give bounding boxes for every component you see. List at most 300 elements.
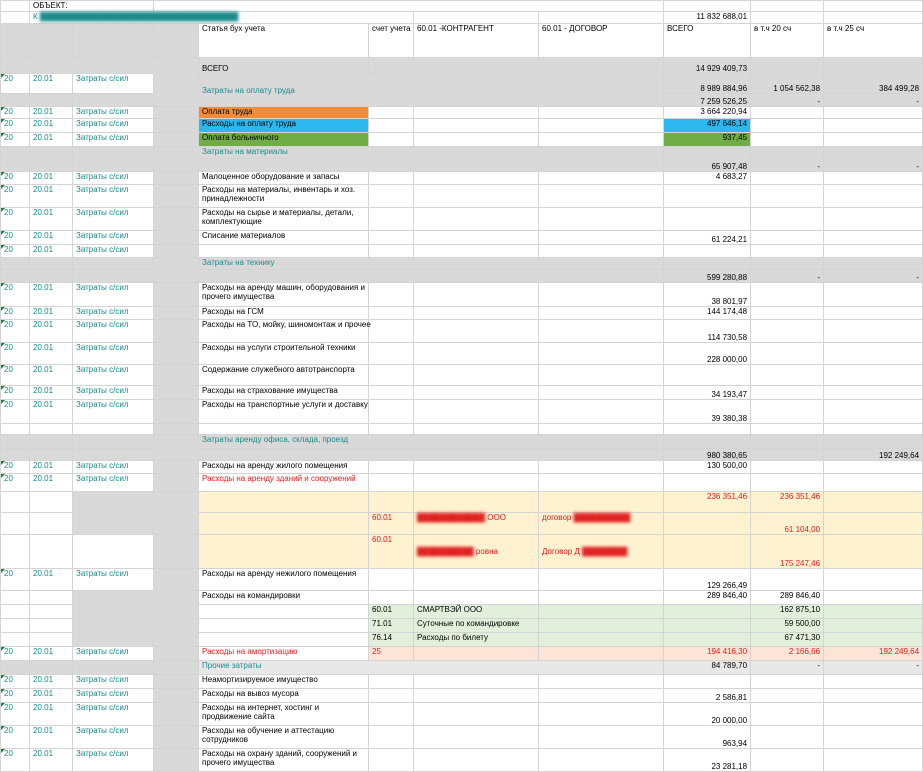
cell-c1[interactable]: 20	[1, 208, 30, 231]
cell-c3[interactable]: Затраты с/сил	[73, 726, 154, 749]
row-label[interactable]: Расходы на оплату труда	[199, 119, 369, 133]
cell[interactable]	[30, 619, 73, 633]
cell[interactable]	[154, 689, 199, 703]
cell[interactable]	[539, 12, 664, 24]
row-total[interactable]: 130 500,00	[664, 461, 751, 474]
cell-c3[interactable]: Затраты с/сил	[73, 365, 154, 386]
section-materials-title[interactable]: Затраты на материалы	[199, 147, 664, 159]
cell[interactable]	[414, 245, 539, 258]
cell-c2[interactable]: 20.01	[30, 208, 73, 231]
cell-c3[interactable]: Затраты с/сил	[73, 74, 154, 94]
cell[interactable]	[414, 343, 539, 365]
cell[interactable]	[369, 231, 414, 245]
total-label[interactable]: ВСЕГО	[199, 58, 369, 74]
cell[interactable]	[154, 24, 199, 58]
cell[interactable]	[73, 94, 154, 107]
row-total[interactable]: 38 801,97	[664, 283, 751, 307]
cell[interactable]	[414, 424, 539, 435]
row-label[interactable]: Расходы на услуги строительной техники	[199, 343, 369, 365]
cell[interactable]	[824, 343, 923, 365]
cell-c1[interactable]: 20	[1, 474, 30, 492]
cell[interactable]	[30, 591, 73, 605]
cell[interactable]	[751, 449, 824, 461]
row-total[interactable]: 144 174,48	[664, 307, 751, 320]
cell[interactable]	[664, 633, 751, 647]
row-label[interactable]: Расходы на аренду жилого помещения	[199, 461, 369, 474]
cell[interactable]	[824, 320, 923, 343]
cell[interactable]	[414, 492, 539, 513]
cell[interactable]	[664, 605, 751, 619]
cell[interactable]	[369, 675, 414, 689]
col-header-contractor[interactable]: 60.01 -КОНТРАГЕНТ	[414, 24, 539, 58]
cell[interactable]	[664, 535, 751, 569]
cell[interactable]	[824, 703, 923, 726]
cell[interactable]	[30, 449, 73, 461]
cell[interactable]	[414, 726, 539, 749]
cell[interactable]	[414, 119, 539, 133]
cell[interactable]	[1, 12, 30, 24]
cell[interactable]	[824, 386, 923, 400]
row-v25[interactable]: 192 249,64	[824, 647, 923, 661]
cell[interactable]	[1, 661, 30, 675]
cell[interactable]	[30, 661, 73, 675]
row-total[interactable]: 228 000,00	[664, 343, 751, 365]
cell[interactable]	[414, 461, 539, 474]
row-label[interactable]: Расходы на сырье и материалы, детали, комплектующие	[199, 208, 369, 231]
cell[interactable]	[824, 107, 923, 119]
cell[interactable]	[1, 24, 30, 58]
cell-c3[interactable]: Затраты с/сил	[73, 647, 154, 661]
cell[interactable]	[539, 245, 664, 258]
cell[interactable]	[414, 133, 539, 147]
cell-c2[interactable]: 20.01	[30, 386, 73, 400]
cell[interactable]	[1, 435, 30, 449]
row-v20[interactable]: 175 247,46	[751, 535, 824, 569]
col-header-total[interactable]: ВСЕГО	[664, 24, 751, 58]
cell[interactable]	[824, 492, 923, 513]
cell[interactable]	[154, 461, 199, 474]
cell[interactable]	[369, 461, 414, 474]
row-account[interactable]: 71.01	[369, 619, 414, 633]
row-total[interactable]: 4 683,27	[664, 172, 751, 185]
cell[interactable]	[154, 1, 664, 12]
cell-c1[interactable]: 20	[1, 703, 30, 726]
cell[interactable]	[154, 74, 199, 107]
row-label[interactable]: Неамортизируемое имущество	[199, 675, 369, 689]
cell[interactable]	[751, 400, 824, 424]
cell[interactable]	[30, 605, 73, 619]
cell[interactable]	[73, 591, 154, 647]
cell-c2[interactable]: 20.01	[30, 647, 73, 661]
cell[interactable]	[824, 591, 923, 605]
cell[interactable]	[664, 619, 751, 633]
cell[interactable]	[414, 569, 539, 591]
cell[interactable]	[154, 749, 199, 772]
cell-c1[interactable]: 20	[1, 320, 30, 343]
cell-c1[interactable]: 20	[1, 119, 30, 133]
cell[interactable]	[154, 343, 199, 365]
cell[interactable]	[199, 449, 664, 461]
cell[interactable]	[154, 647, 199, 661]
cell[interactable]	[664, 365, 751, 386]
cell[interactable]	[414, 185, 539, 208]
cell[interactable]	[1, 449, 30, 461]
cell[interactable]	[751, 703, 824, 726]
cell-c2[interactable]: 20.01	[30, 703, 73, 726]
cell-c2[interactable]: 20.01	[30, 320, 73, 343]
cell[interactable]	[539, 591, 664, 605]
row-v20[interactable]: 67 471,30	[751, 633, 824, 647]
cell-c2[interactable]: 20.01	[30, 74, 73, 94]
row-label[interactable]: Расходы на ТО, мойку, шиномонтаж и прочее	[199, 320, 369, 343]
dash[interactable]: -	[751, 270, 824, 283]
cell[interactable]	[539, 320, 664, 343]
cell[interactable]	[369, 343, 414, 365]
cell[interactable]	[824, 675, 923, 689]
cell[interactable]	[824, 185, 923, 208]
cell-c3[interactable]: Затраты с/сил	[73, 208, 154, 231]
cell[interactable]	[539, 400, 664, 424]
section-labor-v1[interactable]: 8 989 884,96	[664, 74, 751, 94]
cell[interactable]	[751, 119, 824, 133]
cell-c3[interactable]: Затраты с/сил	[73, 283, 154, 307]
cell[interactable]	[824, 513, 923, 535]
col-header-account[interactable]: счет учета	[369, 24, 414, 58]
contractor[interactable]: ████████████ ООО	[414, 513, 539, 535]
section-labor-v2[interactable]: 1 054 562,38	[751, 74, 824, 94]
cell[interactable]	[154, 185, 199, 208]
row-account[interactable]: 76.14	[369, 633, 414, 647]
cell[interactable]	[824, 605, 923, 619]
cell[interactable]	[664, 147, 751, 159]
cell[interactable]	[414, 689, 539, 703]
cell[interactable]	[824, 633, 923, 647]
cell[interactable]	[369, 58, 664, 74]
cell[interactable]	[824, 569, 923, 591]
cell[interactable]	[539, 185, 664, 208]
section-materials-total[interactable]: 65 907,48	[664, 159, 751, 172]
row-label[interactable]: Расходы на интернет, хостинг и продвижение сайта	[199, 703, 369, 726]
cell-c3[interactable]: Затраты с/сил	[73, 675, 154, 689]
section-labor-title[interactable]: Затраты на оплату труда	[199, 74, 664, 107]
cell[interactable]	[1, 619, 30, 633]
row-v20[interactable]: 2 166,66	[751, 647, 824, 661]
cell[interactable]	[73, 24, 154, 58]
cell[interactable]	[414, 365, 539, 386]
cell[interactable]	[154, 400, 199, 424]
cell[interactable]	[1, 424, 30, 435]
cell[interactable]	[414, 386, 539, 400]
cell[interactable]	[539, 689, 664, 703]
cell-c3[interactable]: Затраты с/сил	[73, 172, 154, 185]
cell[interactable]	[824, 133, 923, 147]
cell[interactable]	[73, 449, 154, 461]
cell-c3[interactable]: Затраты с/сил	[73, 133, 154, 147]
cell[interactable]	[199, 245, 369, 258]
cell-c3[interactable]: Затраты с/сил	[73, 231, 154, 245]
cell[interactable]	[369, 591, 414, 605]
row-label[interactable]: Расходы на командировки	[199, 591, 369, 605]
cell[interactable]	[369, 320, 414, 343]
cell-c1[interactable]: 20	[1, 133, 30, 147]
cell[interactable]	[199, 492, 369, 513]
cell[interactable]	[751, 1, 824, 12]
cell[interactable]	[199, 633, 369, 647]
cell-c3[interactable]: Затраты с/сил	[73, 119, 154, 133]
cell[interactable]	[539, 492, 664, 513]
cell-c1[interactable]: 20	[1, 400, 30, 424]
cell[interactable]	[1, 605, 30, 619]
section-rent-v25[interactable]: 192 249,64	[824, 449, 923, 461]
contract[interactable]: договор ██████████	[539, 513, 664, 535]
row-account[interactable]: 25	[369, 647, 414, 661]
cell-c2[interactable]: 20.01	[30, 749, 73, 772]
section-rent-title[interactable]: Затраты аренду офиса, склада, проезд	[199, 435, 664, 449]
cell-c2[interactable]: 20.01	[30, 107, 73, 119]
cell[interactable]	[369, 283, 414, 307]
total-value[interactable]: 14 929 409,73	[664, 58, 751, 74]
cell[interactable]	[414, 208, 539, 231]
cell[interactable]	[414, 12, 539, 24]
cell-c3[interactable]: Затраты с/сил	[73, 400, 154, 424]
row-label[interactable]: Расходы на транспортные услуги и доставку	[199, 400, 369, 424]
cell-c3[interactable]: Затраты с/сил	[73, 461, 154, 474]
cell[interactable]	[414, 474, 539, 492]
cell[interactable]	[751, 245, 824, 258]
cell[interactable]	[751, 461, 824, 474]
cell[interactable]	[751, 749, 824, 772]
section-rent-total[interactable]: 980 380,65	[664, 449, 751, 461]
row-total[interactable]: 34 193,47	[664, 386, 751, 400]
cell[interactable]	[539, 208, 664, 231]
cell[interactable]	[751, 172, 824, 185]
cell[interactable]	[414, 647, 539, 661]
col-header-20[interactable]: в т.ч 20 сч	[751, 24, 824, 58]
cell-c2[interactable]: 20.01	[30, 343, 73, 365]
row-v20[interactable]: 61 104,00	[751, 513, 824, 535]
cell[interactable]	[199, 619, 369, 633]
cell[interactable]	[369, 749, 414, 772]
cell-c3[interactable]: Затраты с/сил	[73, 343, 154, 365]
cell[interactable]	[751, 569, 824, 591]
cell[interactable]	[154, 661, 199, 675]
cell[interactable]	[30, 633, 73, 647]
cell[interactable]	[824, 12, 923, 24]
cell[interactable]	[539, 133, 664, 147]
section-other-total[interactable]: 84 789,70	[664, 661, 751, 675]
cell[interactable]	[30, 270, 73, 283]
cell-c3[interactable]: Затраты с/сил	[73, 245, 154, 258]
cell-c2[interactable]: 20.01	[30, 185, 73, 208]
cell[interactable]	[664, 208, 751, 231]
cell[interactable]	[154, 365, 199, 386]
cell[interactable]	[1, 1, 30, 12]
dash[interactable]: -	[824, 270, 923, 283]
cell[interactable]	[539, 172, 664, 185]
section-labor-sub[interactable]: 7 259 526,25	[664, 94, 751, 107]
cell[interactable]	[369, 119, 414, 133]
section-other-title[interactable]: Прочие затраты	[199, 661, 664, 675]
cell-c1[interactable]: 20	[1, 74, 30, 94]
cell[interactable]	[751, 58, 824, 74]
cell-c3[interactable]: Затраты с/сил	[73, 703, 154, 726]
cell[interactable]	[751, 258, 824, 270]
row-v20[interactable]: 236 351,46	[751, 492, 824, 513]
cell[interactable]	[824, 689, 923, 703]
cell-c3[interactable]: Затраты с/сил	[73, 474, 154, 492]
cell[interactable]	[30, 94, 73, 107]
cell[interactable]	[154, 119, 199, 133]
cell[interactable]	[30, 435, 73, 449]
cell[interactable]	[73, 258, 154, 270]
cell[interactable]	[824, 474, 923, 492]
row-label[interactable]: Расходы на ГСМ	[199, 307, 369, 320]
cell[interactable]	[539, 283, 664, 307]
cell[interactable]	[1, 633, 30, 647]
dash[interactable]: -	[751, 94, 824, 107]
cell-c2[interactable]: 20.01	[30, 365, 73, 386]
cell[interactable]	[751, 343, 824, 365]
cell[interactable]	[751, 320, 824, 343]
cell-c3[interactable]: Затраты с/сил	[73, 185, 154, 208]
row-label[interactable]: Списание материалов	[199, 231, 369, 245]
row-total[interactable]: 236 351,46	[664, 492, 751, 513]
cell[interactable]	[539, 365, 664, 386]
cell[interactable]	[154, 424, 199, 435]
cell-c1[interactable]: 20	[1, 365, 30, 386]
cell[interactable]	[154, 258, 199, 283]
cell[interactable]	[414, 675, 539, 689]
cell[interactable]	[30, 535, 73, 569]
cell-c2[interactable]: 20.01	[30, 689, 73, 703]
cell[interactable]	[824, 535, 923, 569]
row-total[interactable]: 20 000,00	[664, 703, 751, 726]
cell[interactable]	[369, 185, 414, 208]
cell[interactable]	[154, 591, 199, 647]
cell-c1[interactable]: 20	[1, 307, 30, 320]
cell[interactable]	[154, 492, 199, 535]
cell-c1[interactable]: 20	[1, 245, 30, 258]
cell[interactable]	[824, 258, 923, 270]
cell[interactable]	[539, 461, 664, 474]
cell-c2[interactable]: 20.01	[30, 172, 73, 185]
cell-c3[interactable]: Затраты с/сил	[73, 386, 154, 400]
cell[interactable]	[154, 569, 199, 591]
cell[interactable]	[824, 1, 923, 12]
row-label[interactable]: Содержание служебного автотранспорта	[199, 365, 369, 386]
object-label[interactable]: ОБЪЕКТ:	[30, 1, 154, 12]
row-v20[interactable]: 289 846,40	[751, 591, 824, 605]
cell[interactable]	[369, 569, 414, 591]
cell[interactable]	[414, 703, 539, 726]
row-total[interactable]: 2 586,81	[664, 689, 751, 703]
cell[interactable]	[751, 365, 824, 386]
cell[interactable]	[751, 675, 824, 689]
row-total[interactable]: 23 281,18	[664, 749, 751, 772]
cell[interactable]	[154, 231, 199, 245]
cell[interactable]	[414, 320, 539, 343]
cell[interactable]	[751, 386, 824, 400]
cell[interactable]	[154, 172, 199, 185]
cell[interactable]	[73, 147, 154, 159]
cell[interactable]	[539, 726, 664, 749]
contractor[interactable]: ██████████ ровна	[414, 535, 539, 569]
cell[interactable]	[664, 513, 751, 535]
cell[interactable]	[30, 424, 73, 435]
cell-c1[interactable]: 20	[1, 172, 30, 185]
cell[interactable]	[154, 675, 199, 689]
cell[interactable]	[414, 749, 539, 772]
cell[interactable]	[369, 107, 414, 119]
cell[interactable]	[824, 208, 923, 231]
cell-c2[interactable]: 20.01	[30, 119, 73, 133]
cell[interactable]	[30, 492, 73, 513]
cell[interactable]	[664, 245, 751, 258]
cell[interactable]	[664, 435, 751, 449]
cell[interactable]	[824, 58, 923, 74]
cell-c3[interactable]: Затраты с/сил	[73, 689, 154, 703]
cell[interactable]	[199, 159, 664, 172]
cell-c2[interactable]: 20.01	[30, 474, 73, 492]
cell[interactable]	[30, 513, 73, 535]
cell[interactable]	[154, 283, 199, 307]
cell-c2[interactable]: 20.01	[30, 245, 73, 258]
cell[interactable]	[73, 424, 154, 435]
row-label[interactable]: Расходы на аренду машин, оборудования и прочего имущества	[199, 283, 369, 307]
cell[interactable]	[369, 689, 414, 703]
cell-c2[interactable]: 20.01	[30, 569, 73, 591]
cell[interactable]	[664, 185, 751, 208]
cell[interactable]	[539, 703, 664, 726]
col-header-25[interactable]: в т.ч 25 сч	[824, 24, 923, 58]
cell[interactable]	[539, 231, 664, 245]
cell[interactable]	[73, 492, 154, 535]
cell-c1[interactable]: 20	[1, 461, 30, 474]
cell[interactable]	[154, 307, 199, 320]
cell-c1[interactable]: 20	[1, 283, 30, 307]
cell[interactable]	[154, 535, 199, 569]
cell-c2[interactable]: 20.01	[30, 307, 73, 320]
cell[interactable]	[539, 307, 664, 320]
grand-total[interactable]: 11 832 688,01	[664, 12, 751, 24]
cell[interactable]	[369, 424, 414, 435]
cell-c3[interactable]: Затраты с/сил	[73, 320, 154, 343]
cell[interactable]	[414, 591, 539, 605]
cell-c2[interactable]: 20.01	[30, 461, 73, 474]
row-account[interactable]: 60.01	[369, 535, 414, 569]
col-header-contract[interactable]: 60.01 - ДОГОВОР	[539, 24, 664, 58]
cell-c1[interactable]: 20	[1, 689, 30, 703]
cell[interactable]	[539, 107, 664, 119]
row-v20[interactable]: 162 875,10	[751, 605, 824, 619]
cell[interactable]	[751, 12, 824, 24]
row-label[interactable]: Расходы на страхование имущества	[199, 386, 369, 400]
cell[interactable]	[1, 591, 30, 605]
cell[interactable]	[154, 474, 199, 492]
cell[interactable]	[751, 147, 824, 159]
cell[interactable]	[751, 133, 824, 147]
row-total[interactable]: 194 416,30	[664, 647, 751, 661]
cell-c3[interactable]: Затраты с/сил	[73, 749, 154, 772]
cell[interactable]	[664, 1, 751, 12]
cell[interactable]	[154, 320, 199, 343]
row-total[interactable]: 61 224,21	[664, 231, 751, 245]
row-label[interactable]: Расходы на материалы, инвентарь и хоз. принадлежности	[199, 185, 369, 208]
row-label[interactable]: Оплата больничного	[199, 133, 369, 147]
cell-c1[interactable]: 20	[1, 343, 30, 365]
cell[interactable]	[414, 172, 539, 185]
row-name[interactable]: Расходы по билету	[414, 633, 539, 647]
